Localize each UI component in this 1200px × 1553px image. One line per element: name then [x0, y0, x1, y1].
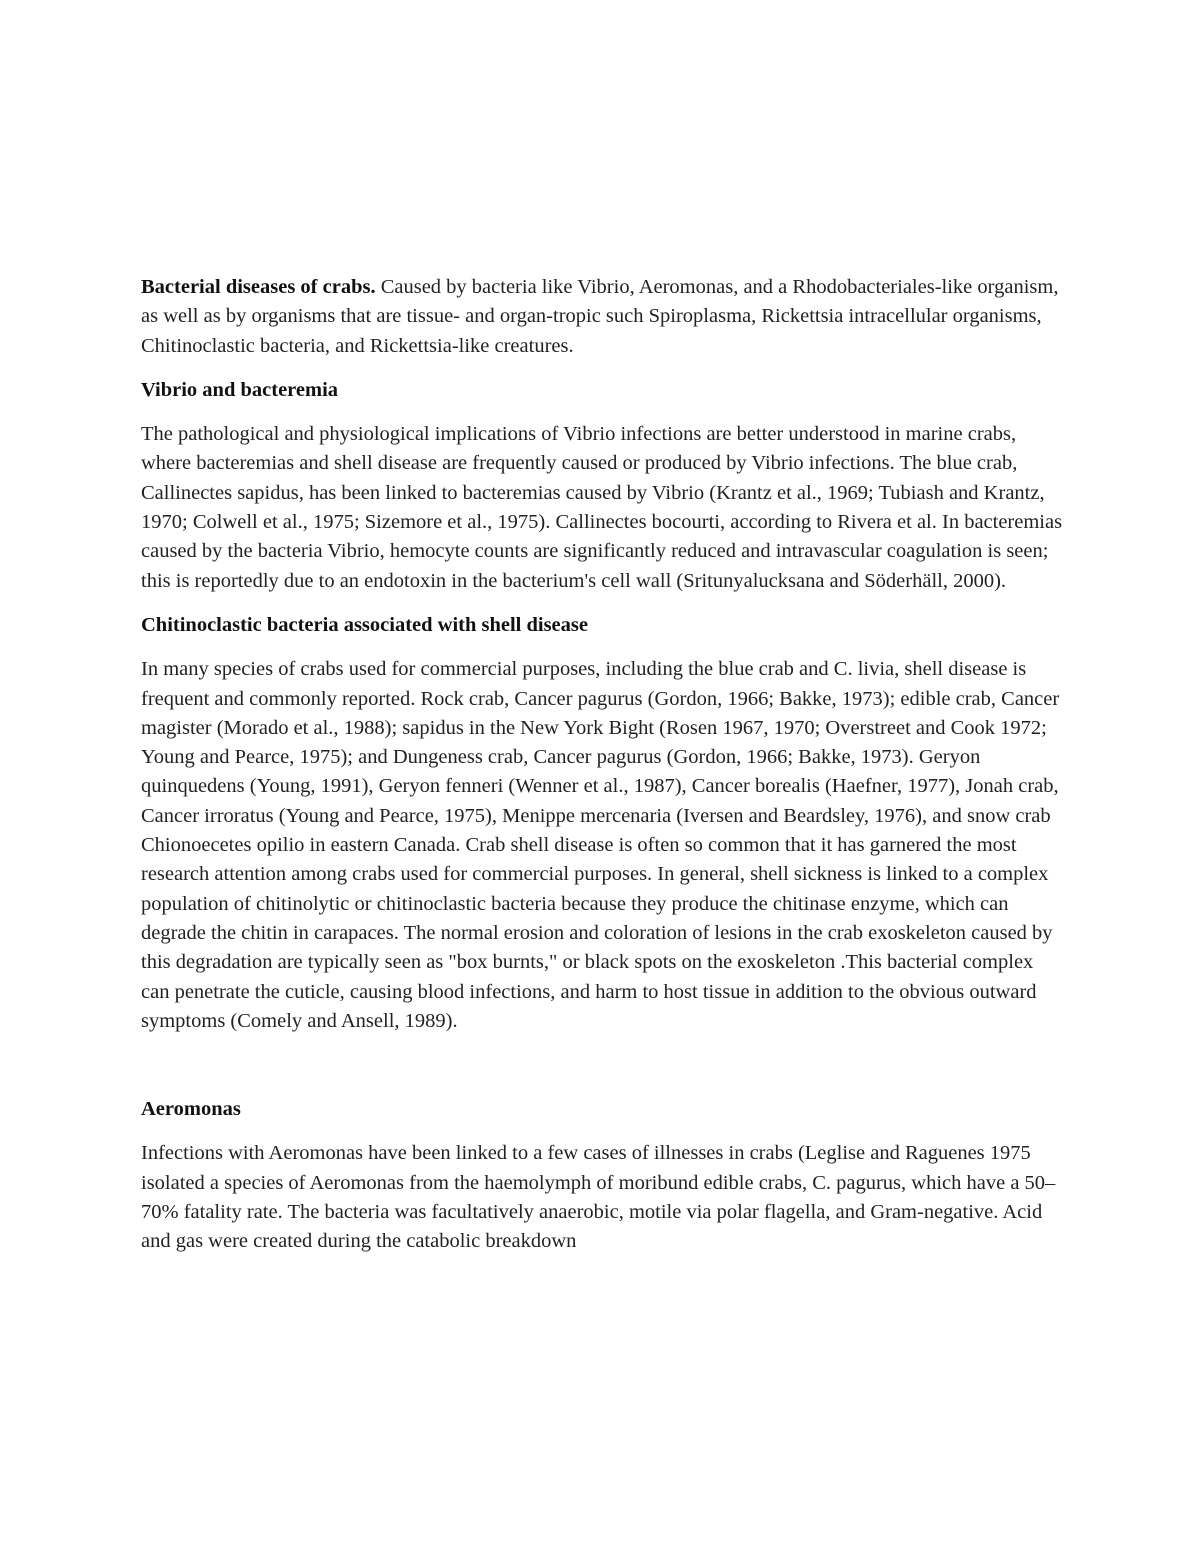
- intro-lead: Bacterial diseases of crabs.: [141, 276, 376, 298]
- intro-paragraph: [141, 273, 1066, 361]
- section-heading-vibrio: Vibrio and bacteremia: [141, 378, 339, 401]
- intro-text: Caused by bacteria like Vibrio, Aeromonas, and a Rhodobacteriales-like organism, as well as by organisms that are tissue- and organ-tropic such Spiroplasma, Rickettsia intracellular organisms, Chitinoclastic bacteria, and Rickettsia-like creatures.: [141, 276, 1059, 357]
- section-heading-chitinoclastic: Chitinoclastic bacteria associated with shell disease: [141, 613, 588, 636]
- document-body: [141, 273, 1066, 1272]
- section-paragraph-chitinoclastic: In many species of crabs used for commercial purposes, including the blue crab and C. livia, shell disease is frequent and commonly reported. Rock crab, Cancer pagurus (Gordon, 1966; Bakke, 1973); edible crab, Cancer magister (Morado et al., 1988); sapidus in the New York Bight (Rosen 1967, 1970; Overstreet and Cook 1972; Young and Pearce, 1975); and Dungeness crab, Cancer pagurus (Gordon, 1966; Bakke, 1973). Geryon quinquedens (Young, 1991), Geryon fenneri (Wenner et al., 1987), Cancer borealis (Haefner, 1977), Jonah crab, Cancer irroratus (Young and Pearce, 1975), Menippe mercenaria (Iversen and Beardsley, 1976), and snow crab Chionoecetes opilio in eastern Canada. Crab shell disease is often so common that it has garnered the most research attention among crabs used for commercial purposes. In general, shell sickness is linked to a complex population of chitinolytic or chitinoclastic bacteria because they produce the chitinase enzyme, which can degrade the chitin in carapaces. The normal erosion and coloration of lesions in the crab exoskeleton caused by this degradation are typically seen as "box burnts," or black spots on the exoskeleton .This bacterial complex can penetrate the cuticle, causing blood infections, and harm to host tissue in addition to the obvious outward symptoms (Comely and Ansell, 1989).: [141, 658, 1060, 1032]
- blank-line: [141, 1051, 1066, 1095]
- section-paragraph-aeromonas: Infections with Aeromonas have been linked to a few cases of illnesses in crabs (Leglise and Raguenes 1975 isolated a species of Aeromonas from the haemolymph of moribund edible crabs, C. pagurus, which have a 50–70% fatality rate. The bacteria was facultatively anaerobic, motile via polar flagella, and Gram-negative. Acid and gas were created during the catabolic breakdown: [141, 1142, 1056, 1253]
- section-heading-aeromonas: Aeromonas: [141, 1098, 241, 1121]
- section-paragraph-vibrio: The pathological and physiological implications of Vibrio infections are better understood in marine crabs, where bacteremias and shell disease are frequently caused or produced by Vibrio infections. The blue crab, Callinectes sapidus, has been linked to bacteremias caused by Vibrio (Krantz et al., 1969; Tubiash and Krantz, 1970; Colwell et al., 1975; Sizemore et al., 1975). Callinectes bocourti, according to Rivera et al. In bacteremias caused by the bacteria Vibrio, hemocyte counts are significantly reduced and intravascular coagulation is seen; this is reportedly due to an endotoxin in the bacterium's cell wall (Sritunyalucksana and Söderhäll, 2000).: [141, 423, 1063, 592]
